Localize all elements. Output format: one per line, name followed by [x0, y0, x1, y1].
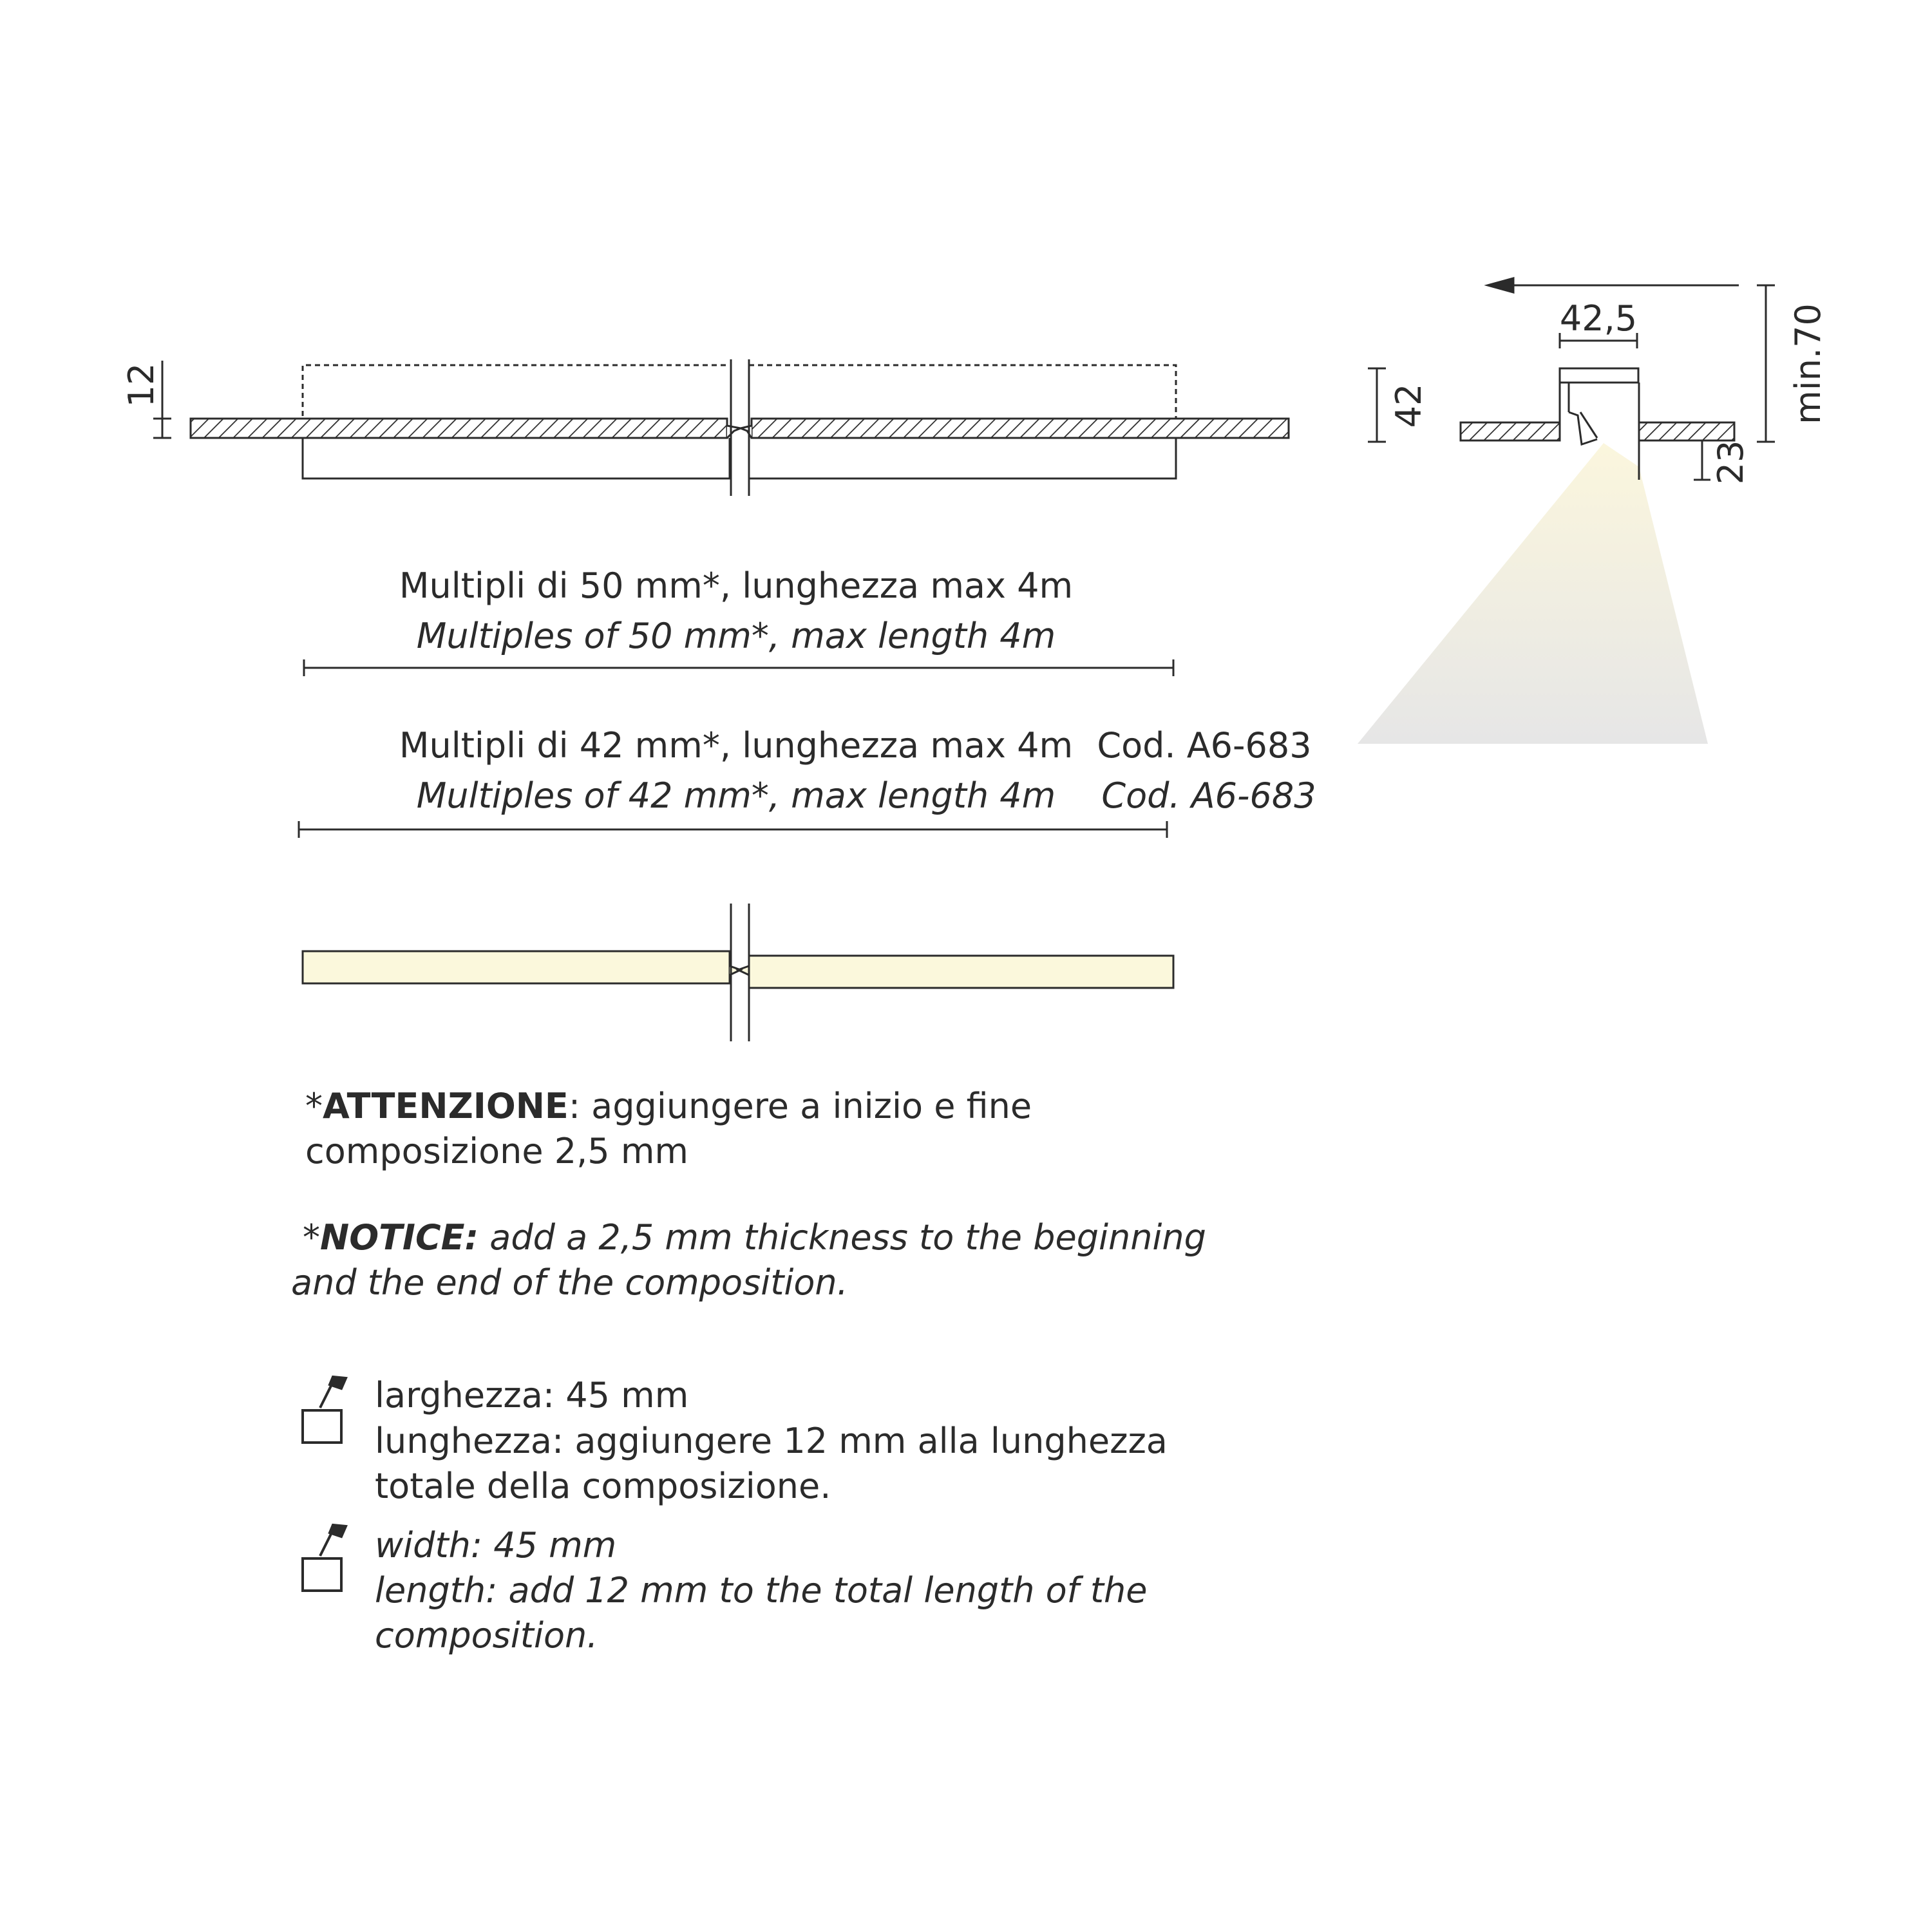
ceiling-cut-icon: [303, 1377, 346, 1443]
plasterboard-right: [752, 419, 1289, 438]
dim-42-5-label: 42,5: [1559, 298, 1638, 339]
cut-it-line1: larghezza: 45 mm: [375, 1375, 689, 1416]
code-it: Cod. A6-683: [1097, 725, 1312, 766]
length-dim-50: [304, 659, 1173, 676]
cut-en-line1: width: 45 mm: [375, 1525, 617, 1566]
cross-section: [1358, 278, 1828, 744]
led-break-mark: [730, 951, 749, 988]
notice-note-line1: *NOTICE: add a 2,5 mm thickness to the beginning: [303, 1217, 1206, 1258]
dim-min70-label: min.70: [1788, 303, 1828, 424]
cut-en-line2: length: add 12 mm to the total length of the: [375, 1570, 1148, 1611]
light-beam: [1358, 443, 1708, 744]
multiples-50-en: Multiples of 50 mm*, max length 4m: [416, 616, 1056, 656]
dim-42-label: 42: [1388, 383, 1429, 428]
dim-23-label: 23: [1710, 440, 1751, 485]
profile-outline-dashed: [303, 365, 1176, 425]
ceiling-cut-icon: [303, 1525, 346, 1591]
led-strip-left: [303, 951, 730, 983]
code-en: Cod. A6-683: [1101, 775, 1316, 816]
led-strip-right: [749, 956, 1173, 988]
plasterboard-left: [191, 419, 727, 438]
notice-note-line2: and the end of the composition.: [291, 1262, 848, 1303]
led-strip: [303, 904, 1173, 1041]
cut-en-line3: composition.: [375, 1615, 598, 1656]
direction-arrow-head: [1488, 278, 1513, 292]
longitudinal-section: [153, 359, 1289, 496]
multiples-50-it: Multipli di 50 mm*, lunghezza max 4m: [399, 565, 1074, 606]
multiples-42-it: Multipli di 42 mm*, lunghezza max 4m: [399, 725, 1074, 766]
attention-note-line2: composizione 2,5 mm: [305, 1131, 689, 1171]
ceiling-right: [1639, 422, 1734, 440]
multiples-42-en: Multiples of 42 mm*, max length 4m: [416, 775, 1056, 816]
attention-note-line1: *ATTENZIONE: aggiungere a inizio e fine: [305, 1086, 1032, 1126]
length-dim-42: [299, 821, 1167, 838]
profile-cap: [1560, 368, 1638, 383]
dim-12-label: 12: [121, 363, 162, 408]
cut-it-line3: totale della composizione.: [375, 1466, 831, 1506]
profile-bottom: [303, 438, 1176, 478]
cut-it-line2: lunghezza: aggiungere 12 mm alla lunghezza: [375, 1421, 1168, 1461]
ceiling-left: [1461, 422, 1560, 440]
